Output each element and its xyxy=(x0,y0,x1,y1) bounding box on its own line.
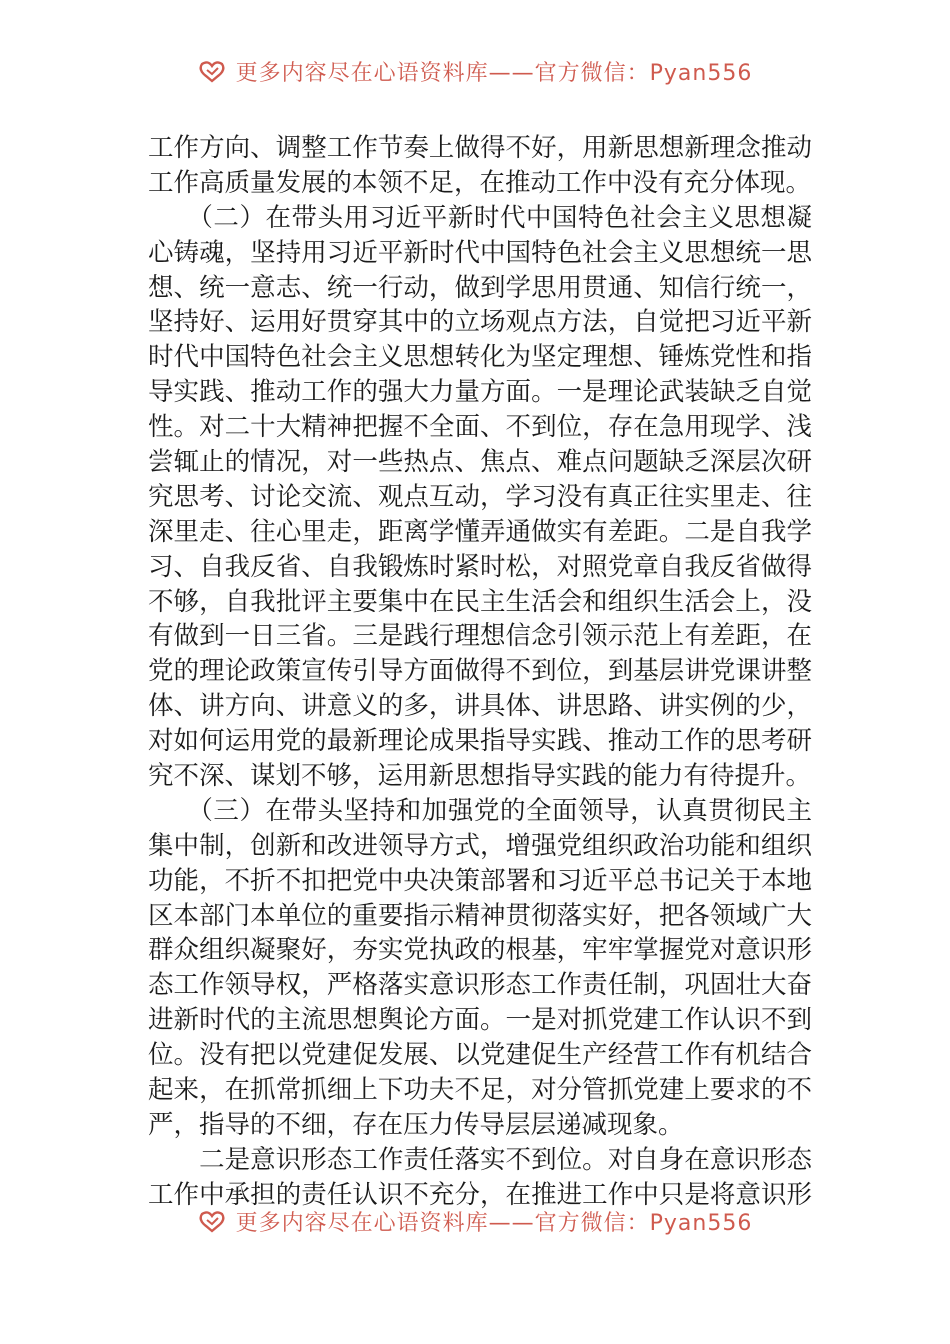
text-line: （三）在带头坚持和加强党的全面领导，认真贯彻民主 xyxy=(148,795,812,826)
text-line: 起来，在抓常抓细上下功夫不足，对分管抓党建上要求的不 xyxy=(148,1075,812,1106)
watermark-text: 更多内容尽在心语资料库——官方微信：Pyan556 xyxy=(235,60,753,86)
text-line: 想、统一意志、统一行动，做到学思用贯通、知信行统一， xyxy=(148,272,812,303)
text-line: 尝辄止的情况，对一些热点、焦点、难点问题缺乏深层次研 xyxy=(148,447,812,478)
text-line: 态工作领导权，严格落实意识形态工作责任制，巩固壮大奋 xyxy=(148,970,812,1001)
text-line: 集中制，创新和改进领导方式，增强党组织政治功能和组织 xyxy=(148,830,812,861)
text-line: 功能，不折不扣把党中央决策部署和习近平总书记关于本地 xyxy=(148,865,812,896)
text-line: 深里走、往心里走，距离学懂弄通做实有差距。二是自我学 xyxy=(148,516,812,547)
text-line: （二）在带头用习近平新时代中国特色社会主义思想凝 xyxy=(148,202,812,233)
text-line: 工作中承担的责任认识不充分，在推进工作中只是将意识形 xyxy=(148,1179,812,1210)
text-line: 工作高质量发展的本领不足，在推动工作中没有充分体现。 xyxy=(148,167,812,198)
text-line: 严，指导的不细，存在压力传导层层递减现象。 xyxy=(148,1109,684,1140)
text-line: 究不深、谋划不够，运用新思想指导实践的能力有待提升。 xyxy=(148,761,812,792)
text-line: 坚持好、运用好贯穿其中的立场观点方法，自觉把习近平新 xyxy=(148,307,812,338)
document-body xyxy=(148,131,812,1213)
text-line: 区本部门本单位的重要指示精神贯彻落实好，把各领域广大 xyxy=(148,900,812,931)
watermark-top xyxy=(0,56,950,86)
logo-icon xyxy=(198,1208,228,1234)
text-line: 时代中国特色社会主义思想转化为坚定理想、锤炼党性和指 xyxy=(148,342,812,373)
watermark-text: 更多内容尽在心语资料库——官方微信：Pyan556 xyxy=(235,1210,753,1236)
logo-icon xyxy=(198,58,228,84)
watermark-bottom xyxy=(0,1206,950,1236)
text-line: 性。对二十大精神把握不全面、不到位，存在急用现学、浅 xyxy=(148,412,812,443)
text-line: 导实践、推动工作的强大力量方面。一是理论武装缺乏自觉 xyxy=(148,377,812,408)
text-line: 党的理论政策宣传引导方面做得不到位，到基层讲党课讲整 xyxy=(148,656,812,687)
text-line: 工作方向、调整工作节奏上做得不好，用新思想新理念推动 xyxy=(148,133,812,163)
text-line: 对如何运用党的最新理论成果指导实践、推动工作的思考研 xyxy=(148,726,812,757)
text-line: 有做到一日三省。三是践行理想信念引领示范上有差距，在 xyxy=(148,621,812,652)
text-line: 位。没有把以党建促发展、以党建促生产经营工作有机结合 xyxy=(148,1040,812,1071)
text-line: 二是意识形态工作责任落实不到位。对自身在意识形态 xyxy=(148,1144,812,1175)
text-line: 究思考、讨论交流、观点互动，学习没有真正往实里走、往 xyxy=(148,481,812,512)
text-line: 习、自我反省、自我锻炼时紧时松，对照党章自我反省做得 xyxy=(148,551,812,582)
text-line: 进新时代的主流思想舆论方面。一是对抓党建工作认识不到 xyxy=(148,1005,812,1036)
text-line: 体、讲方向、讲意义的多，讲具体、讲思路、讲实例的少， xyxy=(148,691,812,722)
text-line: 不够，自我批评主要集中在民主生活会和组织生活会上，没 xyxy=(148,586,812,617)
text-line: 心铸魂，坚持用习近平新时代中国特色社会主义思想统一思 xyxy=(148,237,812,268)
text-line: 群众组织凝聚好，夯实党执政的根基，牢牢掌握党对意识形 xyxy=(148,935,812,966)
